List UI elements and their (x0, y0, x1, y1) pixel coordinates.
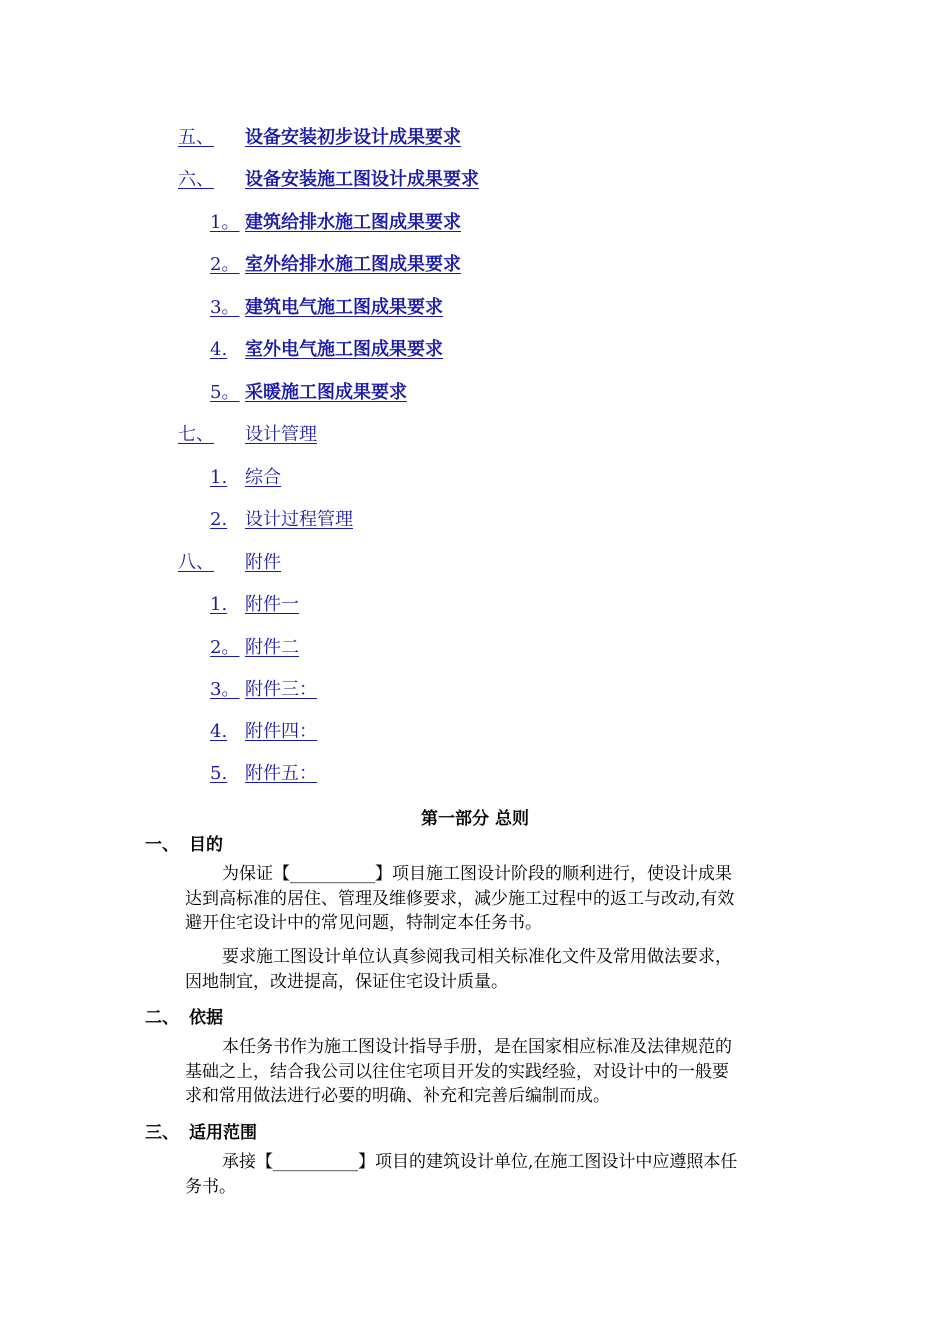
paragraph-line: 达到高标准的居住、管理及维修要求，减少施工过程中的返工与改动,有效 (185, 888, 735, 909)
paragraph-line: 避开住宅设计中的常见问题，特制定本任务书。 (185, 913, 542, 933)
toc-link[interactable]: 综合 (245, 467, 281, 488)
section-title: 适用范围 (189, 1123, 257, 1143)
toc-number[interactable]: 六、 (178, 169, 214, 190)
toc-number[interactable]: 5。 (210, 382, 240, 403)
paragraph-line: 求和常用做法进行必要的明确、补充和完善后编制而成。 (185, 1086, 610, 1106)
paragraph-line: 因地制宜，改进提高，保证住宅设计质量。 (185, 971, 508, 992)
section-number: 二、 (145, 1008, 179, 1028)
toc-link[interactable]: 附件二 (245, 637, 299, 658)
paragraph-line: 本任务书作为施工图设计指导手册，是在国家相应标准及法律规范的 (222, 1037, 732, 1057)
toc-link[interactable]: 采暖施工图成果要求 (245, 382, 407, 403)
toc-link[interactable]: 附件 (245, 552, 281, 573)
toc-link[interactable]: 附件五： (245, 763, 317, 784)
section-title: 目的 (189, 835, 223, 855)
toc-link[interactable]: 设备安装初步设计成果要求 (245, 127, 461, 148)
section-heading (145, 830, 223, 855)
toc-link[interactable]: 建筑给排水施工图成果要求 (245, 212, 461, 233)
toc-number[interactable]: 2。 (210, 254, 240, 275)
toc-link[interactable]: 室外电气施工图成果要求 (245, 339, 443, 360)
section-title: 依据 (189, 1008, 223, 1028)
toc-link[interactable]: 室外给排水施工图成果要求 (245, 254, 461, 275)
paragraph-line: 基础之上，结合我公司以往住宅项目开发的实践经验，对设计中的一般要 (185, 1061, 729, 1082)
paragraph (185, 945, 810, 994)
toc-link[interactable]: 设计过程管理 (245, 509, 353, 530)
toc-number[interactable]: 七、 (178, 424, 214, 445)
paragraph-line: 为保证【__________】项目施工图设计阶段的顺利进行，使设计成果 (222, 864, 732, 884)
toc-number[interactable]: 2。 (210, 637, 240, 658)
toc-link[interactable]: 附件三： (245, 679, 317, 700)
paragraph-line: 承接【__________】项目的建筑设计单位,在施工图设计中应遵照本任 (222, 1152, 738, 1172)
toc-number[interactable]: 1。 (210, 212, 240, 233)
paragraph (185, 862, 810, 936)
toc-link[interactable]: 建筑电气施工图成果要求 (245, 297, 443, 318)
paragraph (185, 1035, 810, 1109)
section-heading (145, 1003, 223, 1028)
toc-link[interactable]: 附件一 (245, 594, 299, 615)
toc-number[interactable]: 3。 (210, 679, 240, 700)
section-number: 三、 (145, 1123, 179, 1143)
toc-number[interactable]: 4. (210, 721, 228, 742)
toc-number[interactable]: 4. (210, 339, 228, 360)
paragraph-line: 务书。 (185, 1176, 236, 1197)
toc-link[interactable]: 设计管理 (245, 424, 317, 445)
toc-number[interactable]: 3。 (210, 297, 240, 318)
paragraph (185, 1150, 810, 1199)
toc-number[interactable]: 八、 (178, 552, 214, 573)
toc-number[interactable]: 5. (210, 763, 228, 784)
toc-number[interactable]: 1. (210, 467, 228, 488)
paragraph-line: 要求施工图设计单位认真参阅我司相关标准化文件及常用做法要求， (222, 947, 732, 967)
toc-number[interactable]: 2. (210, 509, 228, 530)
section-heading (145, 1118, 257, 1143)
toc-number[interactable]: 五、 (178, 127, 214, 148)
toc-number[interactable]: 1. (210, 594, 228, 615)
part-title: 第一部分 总则 (421, 809, 529, 829)
section-number: 一、 (145, 835, 179, 855)
toc-link[interactable]: 设备安装施工图设计成果要求 (245, 169, 479, 190)
toc-link[interactable]: 附件四： (245, 721, 317, 742)
